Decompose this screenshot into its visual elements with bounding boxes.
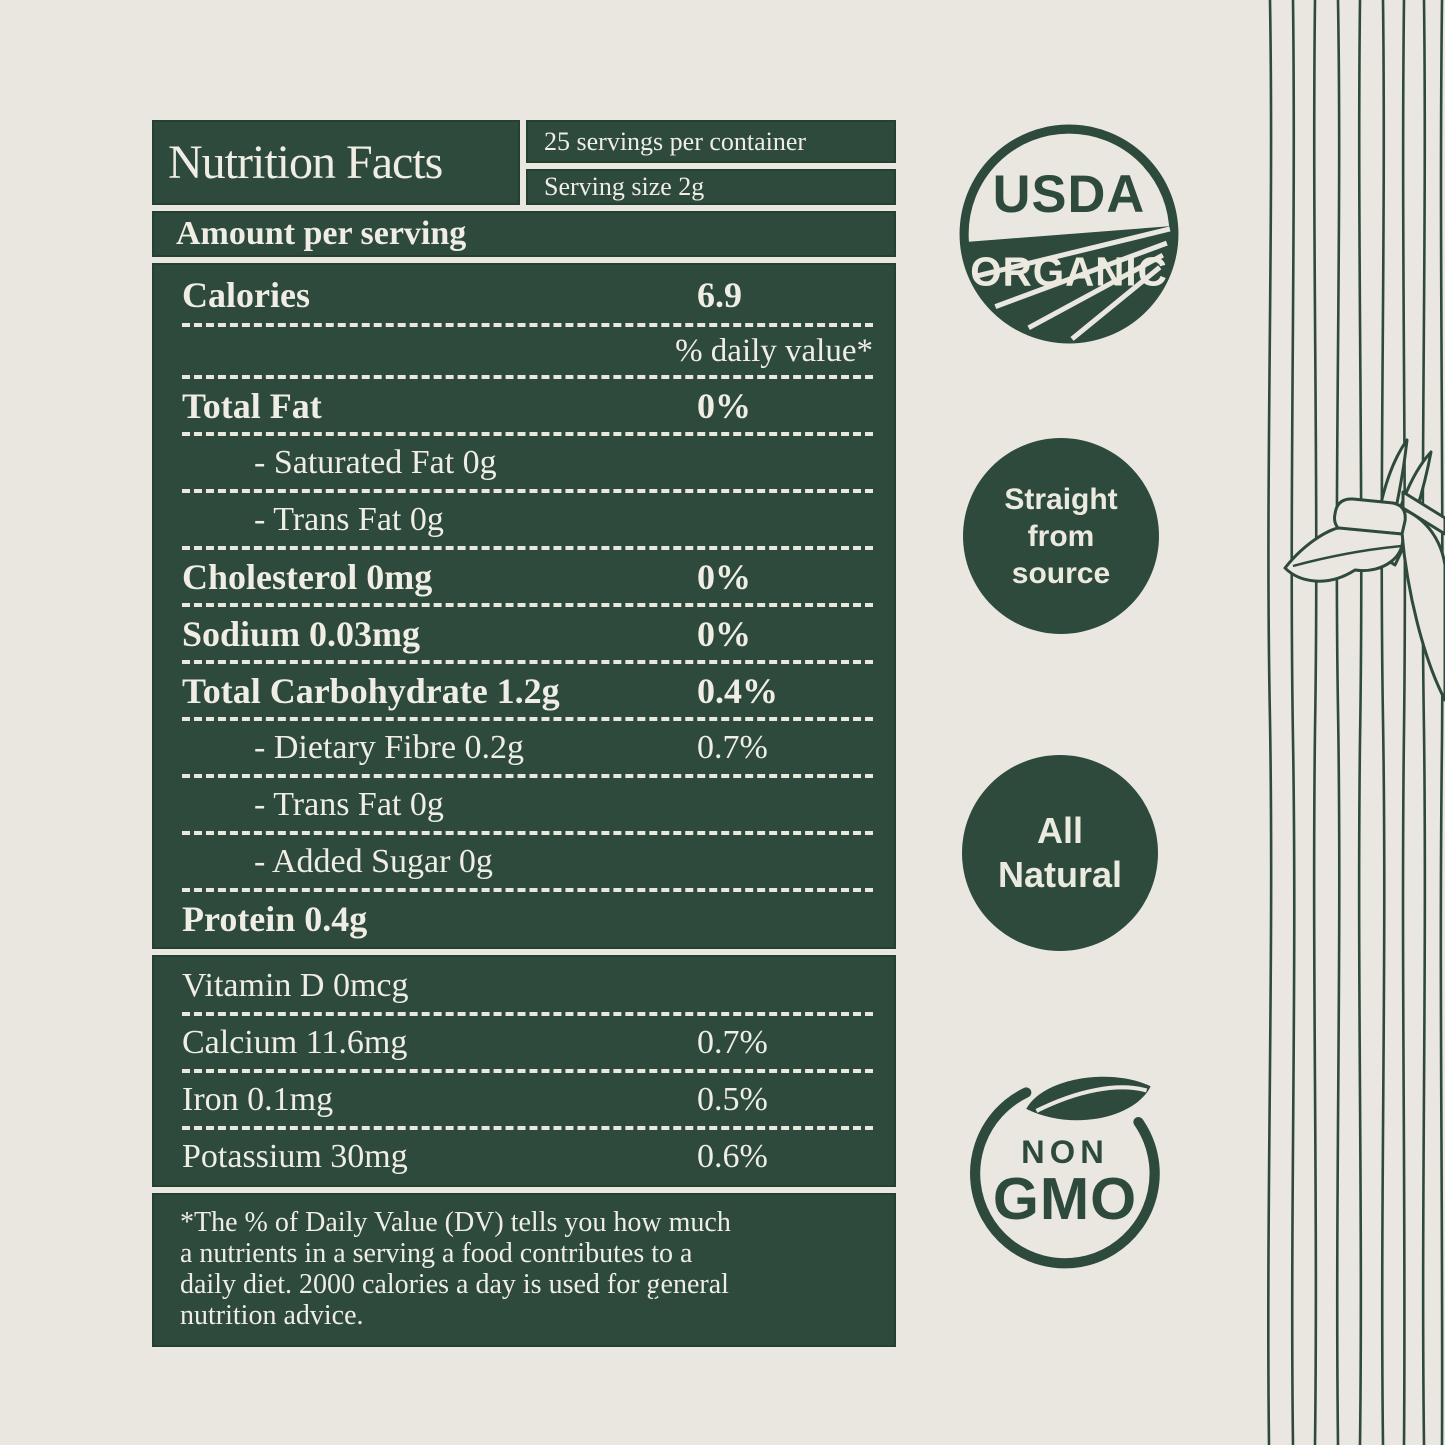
nutrition-row [182, 379, 873, 436]
gmo-text: GMO [992, 1165, 1138, 1232]
row-label: Sodium 0.03mg [182, 613, 421, 654]
approximate-values-note: *Approximate Values [631, 1284, 892, 1317]
non-text: NON [1021, 1132, 1109, 1170]
usda-organic-badge [953, 118, 1185, 350]
footnote-line: daily diet. 2000 calories a day is used for general [180, 1269, 729, 1300]
row-label: Protein 0.4g [182, 898, 368, 939]
row-label: Calories [182, 275, 310, 315]
row-label: - Dietary Fibre 0.2g [254, 728, 525, 766]
row-label: Calcium 11.6mg [182, 1023, 408, 1061]
footnote-line: *The % of Daily Value (DV) tells you how much [180, 1207, 731, 1238]
row-value: 6.9 [697, 275, 742, 315]
nutrition-row [182, 959, 873, 1016]
row-value: 0.7% [697, 1023, 768, 1061]
hornbill-illustration [1285, 440, 1445, 700]
straight-from-source-badge [963, 438, 1159, 634]
badge-text-line: from [1027, 519, 1095, 553]
row-value: 0.7% [697, 728, 768, 766]
bamboo-lines-illustration [1250, 0, 1445, 1445]
footnote-line: a nutrients in a serving a food contributes to a [180, 1238, 693, 1269]
row-value: 0.6% [697, 1137, 768, 1175]
all-natural-badge [962, 755, 1158, 951]
row-label: Iron 0.1mg [182, 1080, 334, 1118]
nutrition-row [182, 664, 873, 721]
nutrition-row [182, 778, 873, 835]
row-label: - Trans Fat 0g [254, 785, 444, 823]
usda-text: USDA [992, 165, 1146, 224]
row-label: - Saturated Fat 0g [254, 443, 497, 481]
row-value: 0% [697, 385, 751, 426]
nutrition-row [182, 267, 873, 327]
row-label: Total Fat [182, 385, 322, 426]
nutrition-table [152, 263, 896, 949]
badge-text-line: source [1011, 556, 1111, 590]
row-value: 0.4% [697, 670, 778, 711]
amount-per-serving-header: Amount per serving [152, 211, 896, 257]
row-value: 0.5% [697, 1080, 768, 1118]
row-label: - Trans Fat 0g [254, 500, 444, 538]
nutrition-row [182, 1016, 873, 1073]
nutrition-row [182, 721, 873, 778]
leaf-icon [1026, 1077, 1150, 1120]
badge-text-line: Natural [997, 854, 1123, 895]
nutrition-row [182, 327, 873, 379]
serving-size: Serving size 2g [526, 169, 896, 205]
footnote-line: nutrition advice. [180, 1300, 364, 1331]
daily-value-header: % daily value* [675, 332, 873, 369]
nutrition-row [182, 607, 873, 664]
nutrition-row [182, 835, 873, 892]
organic-text: ORGANIC [970, 248, 1168, 295]
nutrition-row [182, 892, 873, 945]
row-value: 0% [697, 613, 751, 654]
row-value: 0% [697, 556, 751, 597]
servings-per-container: 25 servings per container [526, 120, 896, 163]
nutrition-facts-title: Nutrition Facts [152, 120, 520, 205]
badge-text-line: All [1036, 810, 1083, 851]
panel-header [152, 120, 896, 205]
nutrition-row [182, 1130, 873, 1183]
row-label: Vitamin D 0mcg [182, 966, 409, 1004]
nutrition-row [182, 436, 873, 493]
row-label: Potassium 30mg [182, 1137, 408, 1175]
nutrition-facts-panel [152, 120, 896, 1353]
row-label: Cholesterol 0mg [182, 556, 433, 597]
nutrition-row [182, 550, 873, 607]
nutrition-row [182, 493, 873, 550]
row-label: Total Carbohydrate 1.2g [182, 670, 560, 711]
row-label: - Added Sugar 0g [254, 842, 493, 880]
non-gmo-badge [963, 1066, 1167, 1270]
nutrition-row [182, 1073, 873, 1130]
vitamins-table [152, 955, 896, 1187]
daily-value-footnote [152, 1193, 896, 1347]
badge-text-line: Straight [1004, 482, 1118, 516]
